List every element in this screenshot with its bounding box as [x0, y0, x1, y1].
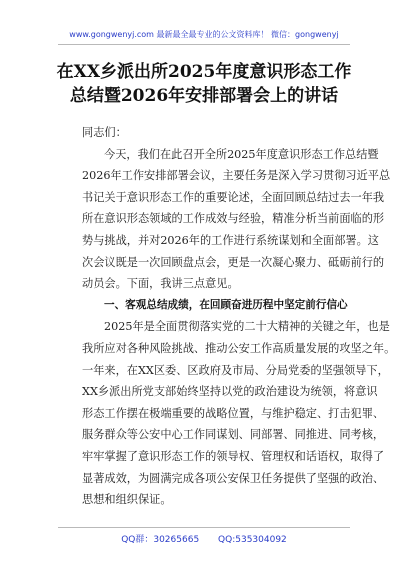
title-line-2: 总结暨2026年安排部署会上的讲话	[69, 86, 339, 106]
paragraph-line: 所在意识形态领域的工作成效与经验，精准分析当前面临的形	[82, 212, 385, 226]
section-heading: 一、客观总结成绩，在回顾奋进历程中坚定前行信心	[104, 298, 348, 311]
page-header: www.gongwenyj.com 最新最全最专业的公文资料库！ 微信：gongwenyj	[69, 30, 339, 39]
title-line-1: 在XX乡派出所2025年度意识形态工作	[56, 62, 352, 82]
salutation: 同志们：	[82, 126, 127, 139]
paragraph-line: 思想和组织保证。	[82, 493, 172, 507]
document-body	[82, 122, 396, 511]
paragraph-line: 一年来，在XX区委、区政府及市局、分局党委的坚强领导下，	[82, 363, 389, 377]
footer-qq-group: QQ群：30265665	[121, 535, 200, 545]
paragraph-line: 动员会。下面，我讲三点意见。	[82, 277, 239, 291]
paragraph-line: 显著成效，为圆满完成各项公安保卫任务提供了坚强的政治、	[82, 471, 385, 485]
paragraph-line: 势与挑战，并对2026年的工作进行系统谋划和全面部署。这	[82, 233, 379, 247]
paragraph-line: 形态工作摆在极端重要的战略位置，与维护稳定、打击犯罪、	[82, 406, 385, 420]
document-title	[0, 60, 408, 108]
paragraph-line: 次会议既是一次回顾盘点会，更是一次凝心聚力、砥砺前行的	[82, 255, 385, 269]
paragraph-line: 2026年工作安排部署会议，主要任务是深入学习贯彻习近平总	[82, 169, 391, 183]
footer-qq-contact: QQ:535304092	[218, 535, 287, 545]
footer-divider	[58, 527, 350, 528]
paragraph-line: 我所应对各种风险挑战、推动公安工作高质量发展的攻坚之年。	[82, 341, 396, 355]
header-divider	[58, 44, 350, 45]
paragraph-line: 服务群众等公安中心工作同谋划、同部署、同推进、同考核，	[82, 428, 385, 442]
page-footer	[0, 532, 408, 545]
paragraph-line: 书记关于意识形态工作的重要论述，全面回顾总结过去一年我	[82, 190, 385, 204]
paragraph-line: 牢牢掌握了意识形态工作的领导权、管理权和话语权，取得了	[82, 449, 385, 463]
paragraph-line: XX乡派出所党支部始终坚持以党的政治建设为统领，将意识	[82, 385, 378, 399]
paragraph-line: 2025年是全面贯彻落实党的二十大精神的关键之年，也是	[104, 320, 390, 334]
paragraph-line: 今天，我们在此召开全所2025年度意识形态工作总结暨	[104, 147, 379, 161]
